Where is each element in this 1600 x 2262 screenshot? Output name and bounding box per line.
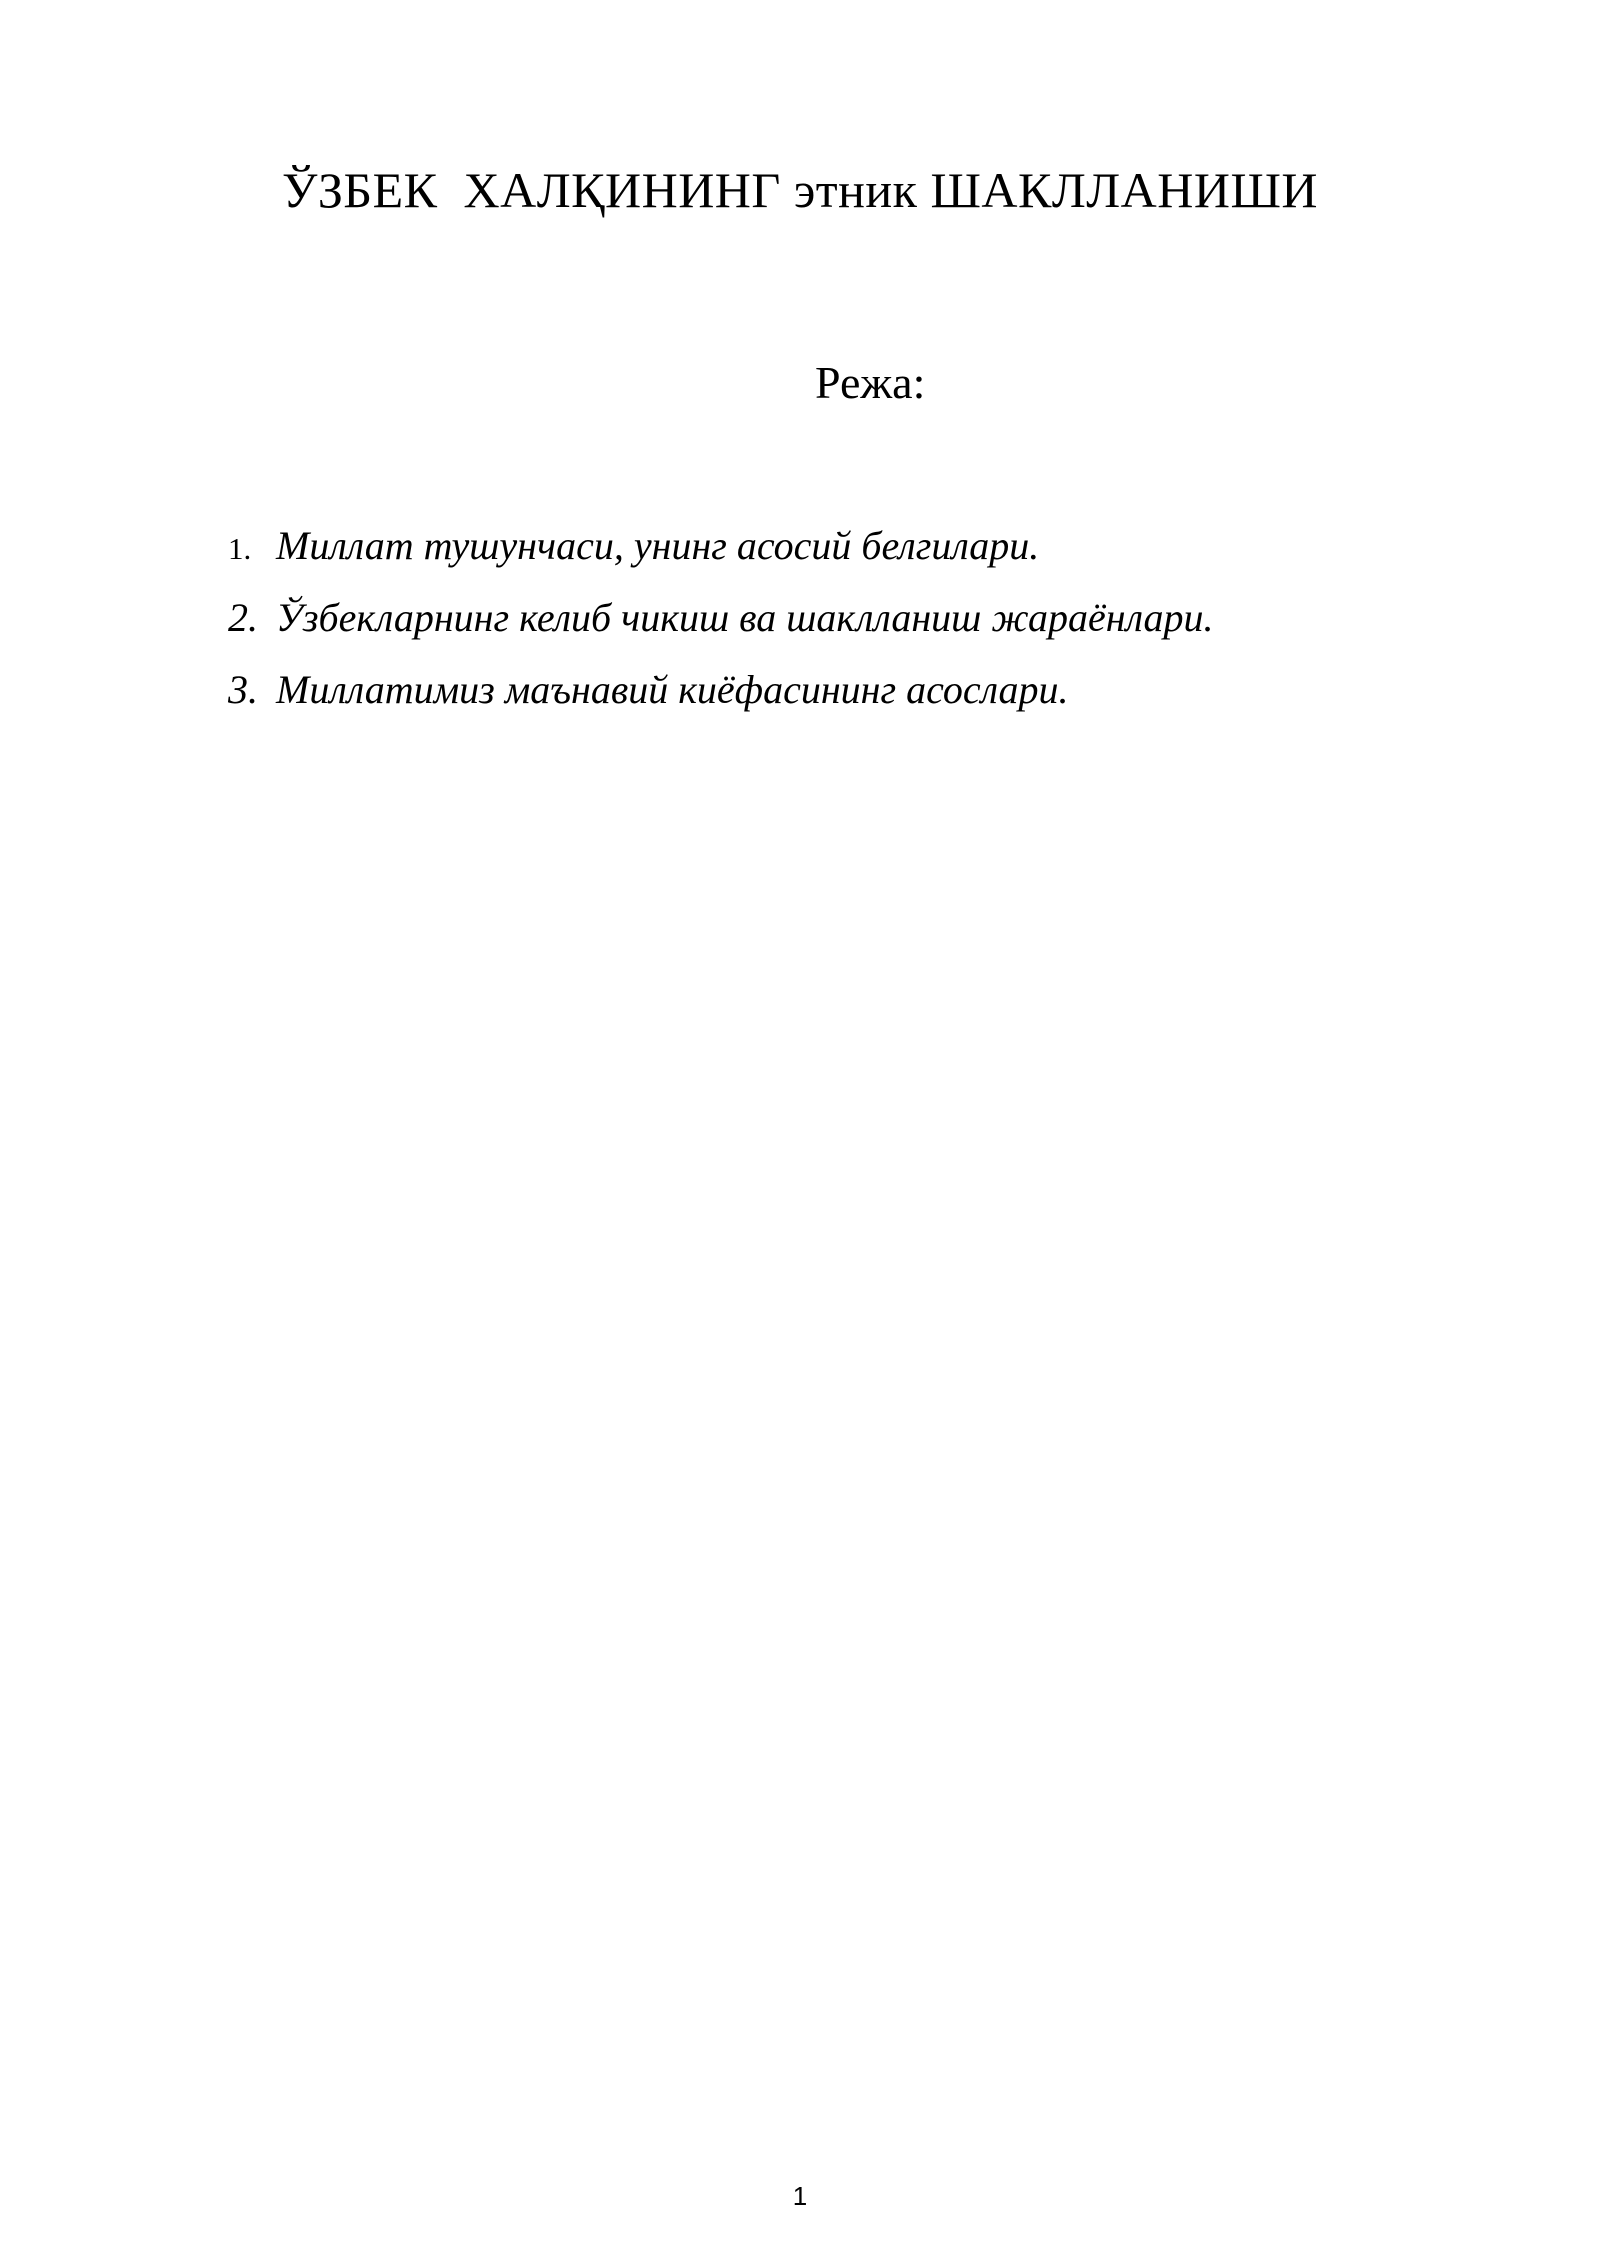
page-title: ЎЗБЕК ХАЛҚИНИНГ этник ШАКЛЛАНИШИ	[281, 162, 1319, 218]
plan-item-3	[228, 664, 1214, 736]
plan-item-number: 3.	[228, 667, 258, 712]
plan-item-2	[228, 592, 1214, 664]
plan-item-number: 1.	[228, 531, 252, 566]
plan-item-text: Миллатимиз маънавий киёфасининг асослари.	[276, 667, 1069, 712]
plan-item-number: 2.	[228, 595, 258, 640]
plan-item-1	[228, 520, 1214, 592]
plan-item-text: Ўзбекларнинг келиб чикиш ва шаклланиш жараёнлари.	[276, 595, 1214, 640]
plan-item-text: Миллат тушунчаси, унинг асосий белгилари.	[276, 523, 1040, 568]
page-number: 1	[792, 2181, 808, 2211]
plan-list	[228, 520, 1214, 736]
plan-heading: Режа:	[815, 357, 926, 408]
